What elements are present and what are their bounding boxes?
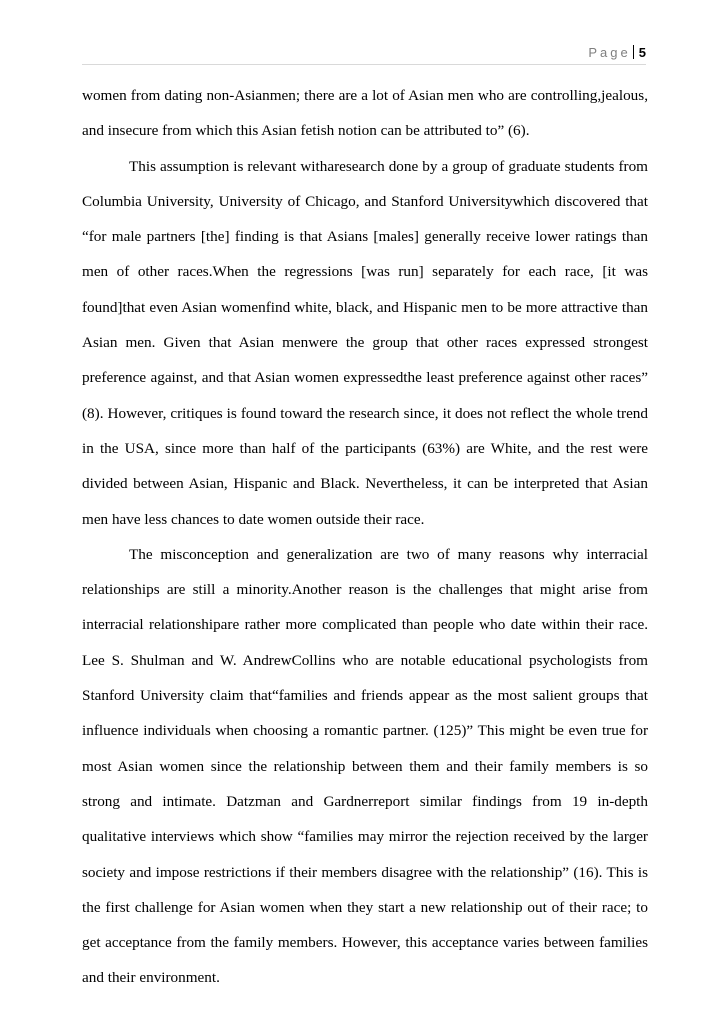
- page-label: Page: [588, 44, 631, 60]
- header-separator: [633, 45, 634, 59]
- paragraph-1: women from dating non-Asianmen; there are a lot of Asian men who are controlling,jealous, and insecure from which this Asian fetish notion can be attributed to” (6).: [82, 87, 648, 140]
- paragraph-2: This assumption is relevant witharesearch done by a group of graduate students from Columbia University, University of Chicago, and Stanford Universitywhich discovered that “for male partners [the] finding is that Asians [males] generally receive lower ratings than men of other races.When the regressions [was run] separately for each race, [it was found]that even Asian womenfind white, black, and Hispanic men to be more attractive than Asian men. Given that Asian menwere the group that other races expressed strongest preference against, and that Asian women expressedthe least preference against other races” (8). However, critiques is found toward the research since, it does not reflect the whole trend in the USA, since more than half of the participants (63%) are White, and the rest were divided between Asian, Hispanic and Black. Nevertheless, it can be interpreted that Asian men have less chances to date women outside their race.: [82, 157, 648, 528]
- header-rule: [82, 64, 646, 65]
- document-body: [82, 78, 648, 996]
- page-header: [588, 40, 646, 64]
- paragraph-3: The misconception and generalization are two of many reasons why interracial relationships are still a minority.Another reason is the challenges that might arise from interracial relationshipare rather more complicated than people who date within their race. Lee S. Shulman and W. AndrewCollins who are notable educational psychologists from Stanford University claim that“families and friends appear as the most salient groups that influence individuals when choosing a romantic partner. (125)” This might be even true for most Asian women since the relationship between them and their family members is so strong and intimate. Datzman and Gardnerreport similar findings from 19 in-depth qualitative interviews which show “families may mirror the rejection received by the larger society and impose restrictions if their members disagree with the relationship” (16). This is the first challenge for Asian women when they start a new relationship out of their race; to get acceptance from the family members. However, this acceptance varies between families and their environment.: [82, 545, 648, 987]
- page-number: 5: [638, 44, 646, 60]
